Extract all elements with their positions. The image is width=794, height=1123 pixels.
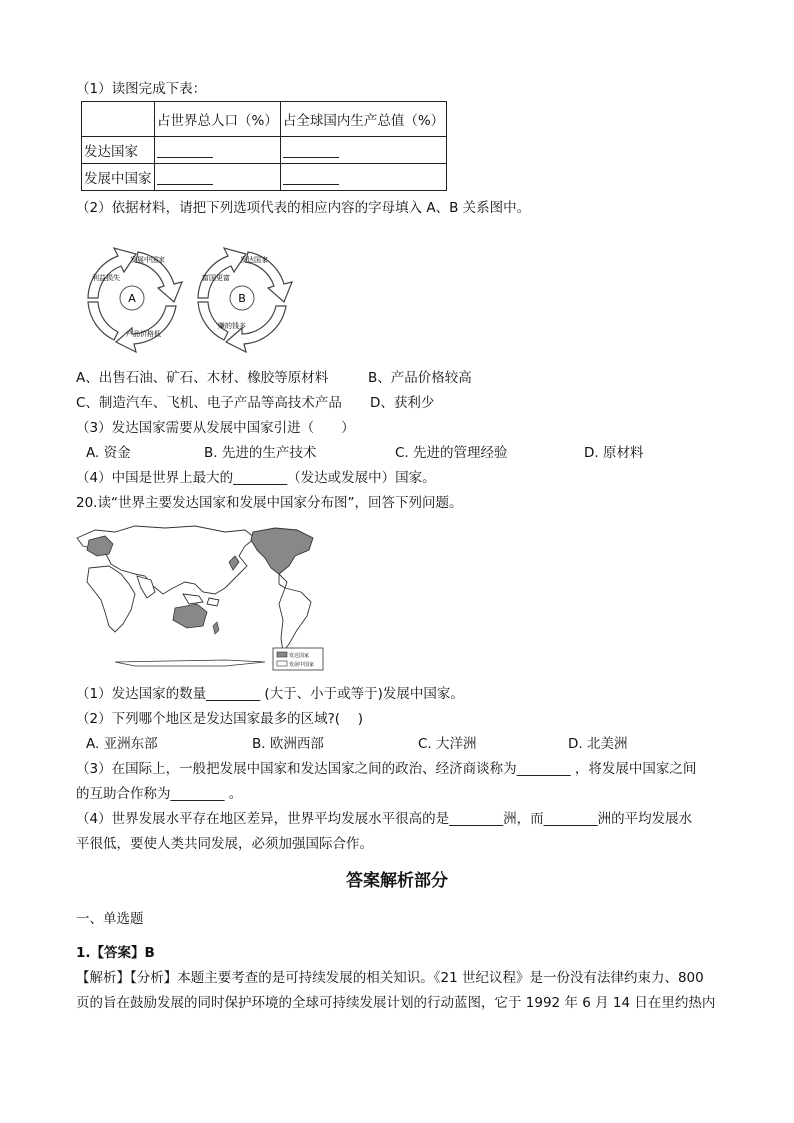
analysis-line-1: 【解析】【分析】本题主要考查的是可持续发展的相关知识。《21 世纪议程》是一份没有法律约束力、800 — [76, 970, 704, 986]
world-map — [75, 522, 325, 672]
option-c: C、制造汽车、飞机、电子产品等高技术产品 — [76, 395, 342, 411]
map-legend — [273, 648, 323, 670]
q19-part4: （4）中国是世界上最大的________（发达或发展中）国家。 — [76, 470, 436, 486]
q20-part2-option-d[interactable]: D. 北美洲 — [568, 736, 628, 752]
diagram-a-label: 发展中国家 — [130, 256, 165, 264]
ab-cycle-diagram — [78, 240, 298, 360]
diagram-b-center: B — [238, 292, 246, 305]
diagram-b-label: 发达国家 — [240, 256, 268, 264]
q20-part3-line1: （3）在国际上，一般把发展中国家和发达国家之间的政治、经济商谈称为________ ，将发展中国家之间 — [76, 761, 697, 777]
q20-part4-line1: （4）世界发展水平存在地区差异，世界平均发展水平很高的是________洲，而________洲的平均发展水 — [76, 811, 693, 827]
q20-part3-line2: 的互助合作称为________ 。 — [76, 786, 243, 802]
table-blank[interactable] — [280, 164, 446, 191]
table-header-row — [82, 102, 447, 137]
q20-part2-option-a[interactable]: A. 亚洲东部 — [86, 736, 158, 752]
q19-part1: （1）读图完成下表： — [76, 81, 207, 97]
legend-developed-label: 发达国家 — [289, 653, 310, 659]
diagram-a-label: 利益损失 — [92, 274, 120, 282]
diagram-b-label: 富国更富 — [202, 274, 230, 282]
table-blank[interactable] — [155, 164, 281, 191]
q20-title: 20.读“世界主要发达国家和发展中国家分布图”，回答下列问题。 — [76, 495, 463, 511]
q19-part3-option-b[interactable]: B. 先进的生产技术 — [204, 445, 317, 461]
option-d: D、获利少 — [370, 395, 435, 411]
row-label-developing: 发展中国家 — [82, 164, 155, 191]
row-label-developed: 发达国家 — [82, 137, 155, 164]
analysis-line-2: 页的旨在鼓励发展的同时保护环境的全球可持续发展计划的行动蓝图，它于 1992 年 6 月 14 日在里约热内 — [76, 995, 716, 1011]
table-header-population: 占世界总人口（%） — [155, 102, 281, 137]
blank-line — [157, 170, 213, 185]
q20-part2-option-c[interactable]: C. 大洋洲 — [418, 736, 477, 752]
q19-part2: （2）依据材料，请把下列选项代表的相应内容的字母填入 A、B 关系图中。 — [76, 200, 531, 216]
diagram-a-label: 产品价格低 — [126, 330, 161, 338]
section-title: 一、单选题 — [76, 911, 144, 927]
q19-part3-option-a[interactable]: A. 资金 — [86, 445, 131, 461]
q19-part3-option-d[interactable]: D. 原材料 — [584, 445, 644, 461]
diagram-a-center: A — [128, 292, 136, 305]
answers-heading: 答案解析部分 — [346, 871, 448, 891]
q19-part3: （3）发达国家需要从发展中国家引进（ ） — [76, 420, 355, 436]
q20-part2: （2）下列哪个地区是发达国家最多的区域?( ) — [76, 711, 364, 727]
q19-part3-option-c[interactable]: C. 先进的管理经验 — [395, 445, 508, 461]
table-blank[interactable] — [280, 137, 446, 164]
blank-line — [283, 170, 339, 185]
table-row — [82, 164, 447, 191]
diagram-b-label: 赚的钱多 — [218, 322, 246, 330]
option-b: B、产品价格较高 — [368, 370, 472, 386]
blank-line — [157, 143, 213, 158]
data-table — [81, 101, 447, 191]
q20-part2-option-b[interactable]: B. 欧洲西部 — [252, 736, 324, 752]
q20-part1: （1）发达国家的数量________ (大于、小于或等于)发展中国家。 — [76, 686, 464, 702]
option-a: A、出售石油、矿石、木材、橡胶等原材料 — [76, 370, 329, 386]
table-header-empty — [82, 102, 155, 137]
blank-line — [283, 143, 339, 158]
answer-item-1: 1.【答案】B — [76, 945, 155, 961]
legend-developing-label: 发展中国家 — [289, 662, 315, 668]
table-blank[interactable] — [155, 137, 281, 164]
q20-part4-line2: 平很低，要使人类共同发展，必须加强国际合作。 — [76, 836, 373, 852]
table-row — [82, 137, 447, 164]
table-header-gdp: 占全球国内生产总值（%） — [280, 102, 446, 137]
